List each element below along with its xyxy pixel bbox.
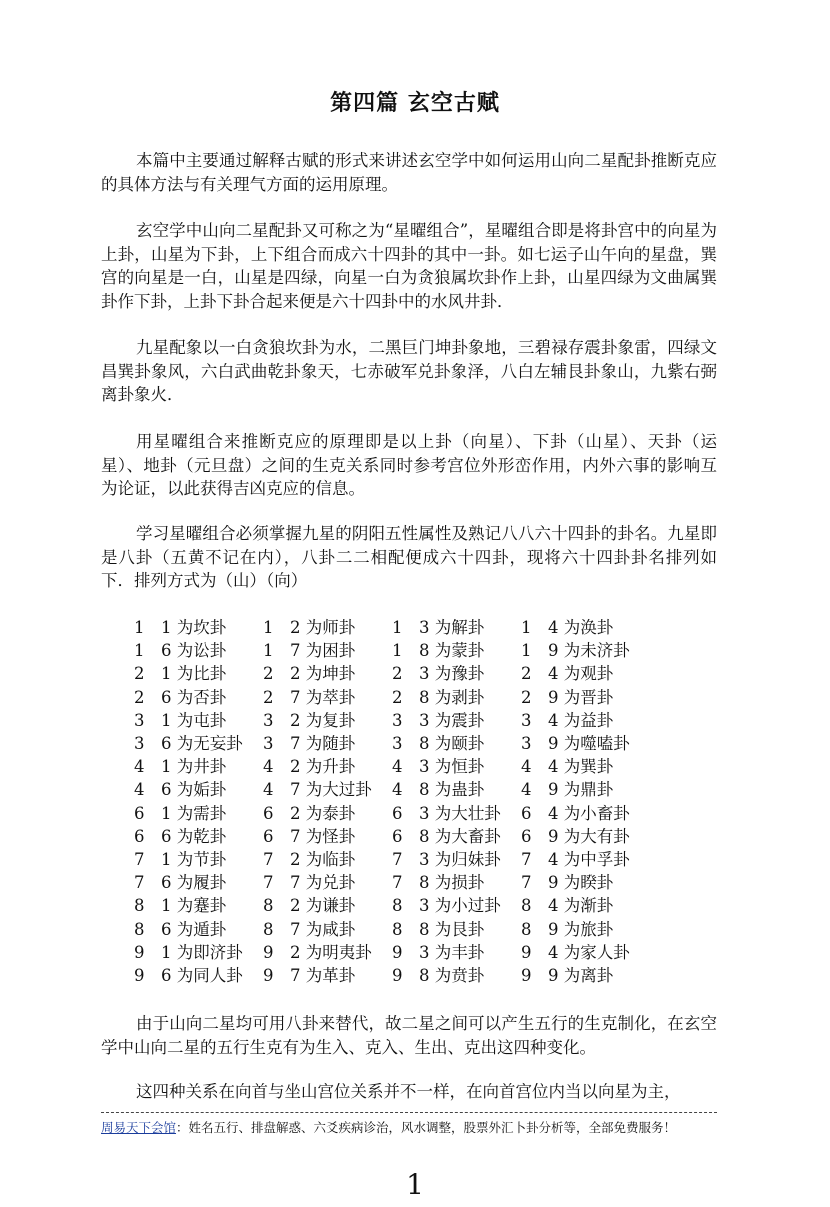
table-cell: 6 1 为需卦 <box>134 803 227 823</box>
table-row <box>134 918 650 941</box>
table-cell: 2 3 为豫卦 <box>392 664 485 684</box>
table-cell: 2 7 为萃卦 <box>263 687 356 707</box>
table-cell: 9 4 为家人卦 <box>521 942 630 962</box>
table-cell: 4 2 为升卦 <box>263 757 356 777</box>
table-cell: 6 6 为乾卦 <box>134 826 227 846</box>
table-cell: 6 2 为泰卦 <box>263 803 356 823</box>
table-row <box>134 964 650 987</box>
table-cell: 3 9 为噬嗑卦 <box>521 734 630 754</box>
table-cell: 9 8 为贲卦 <box>392 966 485 986</box>
table-cell: 7 9 为睽卦 <box>521 873 614 893</box>
table-cell: 2 9 为晋卦 <box>521 687 614 707</box>
table-cell: 1 4 为涣卦 <box>521 618 614 637</box>
table-row <box>134 802 650 825</box>
table-cell: 7 3 为归妹卦 <box>392 850 501 870</box>
table-cell: 6 4 为小畜卦 <box>521 803 630 823</box>
table-row <box>134 709 650 732</box>
table-cell: 2 1 为比卦 <box>134 664 227 684</box>
footer-text: ：姓名五行、排盘解惑、六爻疾病诊治，风水调整，股票外汇卜卦分析等，全部免费服务！ <box>176 1120 677 1135</box>
table-cell: 7 4 为中孚卦 <box>521 850 630 870</box>
table-cell: 1 3 为解卦 <box>392 618 485 637</box>
table-cell: 6 8 为大畜卦 <box>392 826 501 846</box>
table-cell: 9 2 为明夷卦 <box>263 942 372 962</box>
table-cell: 4 4 为巽卦 <box>521 757 614 777</box>
table-cell: 3 7 为随卦 <box>263 734 356 754</box>
table-cell: 6 7 为怪卦 <box>263 826 356 846</box>
table-row <box>134 778 650 801</box>
table-cell: 6 9 为大有卦 <box>521 826 630 846</box>
table-row <box>134 825 650 848</box>
table-cell: 7 8 为损卦 <box>392 873 485 893</box>
table-cell: 7 6 为履卦 <box>134 873 227 893</box>
footer-divider <box>101 1112 717 1113</box>
table-cell: 4 3 为恒卦 <box>392 757 485 777</box>
table-cell: 2 4 为观卦 <box>521 664 614 684</box>
page-title: 第四篇 玄空古赋 <box>330 91 500 116</box>
table-cell: 8 9 为旅卦 <box>521 919 614 939</box>
table-row <box>134 662 650 685</box>
table-cell: 4 6 为姤卦 <box>134 780 227 800</box>
table-cell: 3 6 为无妄卦 <box>134 734 243 754</box>
table-cell: 3 3 为震卦 <box>392 710 485 730</box>
table-cell: 4 8 为蛊卦 <box>392 780 485 800</box>
paragraph-learning: 学习星曜组合必须掌握九星的阴阳五性属性及熟记八八六十四卦的卦名。九星即是八卦（五黄不记在内），八卦二二相配便成六十四卦，现将六十四卦卦名排列如下．排列方式为（山）（向） <box>101 524 717 590</box>
table-cell: 9 9 为离卦 <box>521 966 614 986</box>
table-cell: 6 3 为大壮卦 <box>392 803 501 823</box>
page-number: 1 <box>406 1168 424 1201</box>
table-cell: 3 1 为屯卦 <box>134 710 227 730</box>
table-cell: 7 7 为兑卦 <box>263 873 356 893</box>
table-cell: 8 3 为小过卦 <box>392 896 501 916</box>
footer-link[interactable]: 周易天下会馆 <box>101 1120 177 1135</box>
paragraph-relations: 这四种关系在向首与坐山宫位关系并不一样，在向首宫位内当以向星为主， <box>136 1082 681 1101</box>
table-row <box>134 941 650 964</box>
table-cell: 4 9 为鼎卦 <box>521 780 614 800</box>
table-row <box>134 894 650 917</box>
table-cell: 8 8 为艮卦 <box>392 919 485 939</box>
table-cell: 8 1 为蹇卦 <box>134 896 227 916</box>
table-cell: 2 6 为否卦 <box>134 687 227 707</box>
paragraph-principle: 用星曜组合来推断克应的原理即是以上卦（向星）、下卦（山星）、天卦（运星）、地卦（元旦盘）之间的生克关系同时参考宫位外形峦作用，内外六事的影响互为论证，以此获得吉凶克应的信息。 <box>101 432 717 498</box>
table-cell: 8 2 为谦卦 <box>263 896 356 916</box>
table-cell: 8 6 为遁卦 <box>134 919 227 939</box>
table-cell: 9 3 为丰卦 <box>392 942 485 962</box>
table-cell: 9 7 为革卦 <box>263 966 356 986</box>
table-row <box>134 686 650 709</box>
table-cell: 4 1 为井卦 <box>134 757 227 777</box>
table-cell: 7 2 为临卦 <box>263 850 356 870</box>
table-cell: 8 7 为咸卦 <box>263 919 356 939</box>
hexagram-table <box>134 616 650 987</box>
paragraph-nine-stars: 九星配象以一白贪狼坎卦为水，二黑巨门坤卦象地，三碧禄存震卦象雷，四绿文昌巽卦象风，六白武曲乾卦象天，七赤破军兑卦象泽，八白左辅艮卦象山，九紫右弼离卦象火． <box>101 338 717 404</box>
footer <box>101 1118 676 1136</box>
paragraph-star-combination: 玄空学中山向二星配卦又可称之为“星曜组合”，星曜组合即是将卦宫中的向星为上卦，山星为下卦，上下组合而成六十四卦的其中一卦。如七运子山午向的星盘，巽宫的向星是一白，山星是四绿，向星一白为贪狼属坎卦作上卦，山星四绿为文曲属巽卦作下卦，上卦下卦合起来便是六十四卦中的水风井卦． <box>101 221 717 311</box>
table-cell: 1 6 为讼卦 <box>134 641 227 661</box>
table-row <box>134 639 650 662</box>
table-cell: 1 7 为困卦 <box>263 641 356 661</box>
table-cell: 7 1 为节卦 <box>134 850 227 870</box>
table-cell: 1 9 为未济卦 <box>521 641 630 661</box>
table-cell: 1 2 为师卦 <box>263 618 356 637</box>
table-cell: 8 4 为渐卦 <box>521 896 614 916</box>
table-cell: 3 2 为复卦 <box>263 710 356 730</box>
table-cell: 1 1 为坎卦 <box>134 618 227 637</box>
table-cell: 3 4 为益卦 <box>521 710 614 730</box>
table-row <box>134 871 650 894</box>
table-cell: 2 8 为剥卦 <box>392 687 485 707</box>
table-cell: 9 6 为同人卦 <box>134 966 243 986</box>
table-cell: 3 8 为颐卦 <box>392 734 485 754</box>
table-row <box>134 732 650 755</box>
table-cell: 2 2 为坤卦 <box>263 664 356 684</box>
table-cell: 1 8 为蒙卦 <box>392 641 485 661</box>
table-cell: 9 1 为即济卦 <box>134 942 243 962</box>
table-row <box>134 755 650 778</box>
table-row <box>134 848 650 871</box>
table-row <box>134 616 650 639</box>
paragraph-five-elements: 由于山向二星均可用八卦来替代，故二星之间可以产生五行的生克制化，在玄空学中山向二星的五行生克有为生入、克入、生出、克出这四种变化。 <box>101 1014 717 1057</box>
paragraph-intro: 本篇中主要通过解释古赋的形式来讲述玄空学中如何运用山向二星配卦推断克应的具体方法与有关理气方面的运用原理。 <box>101 151 717 194</box>
table-cell: 4 7 为大过卦 <box>263 780 372 800</box>
